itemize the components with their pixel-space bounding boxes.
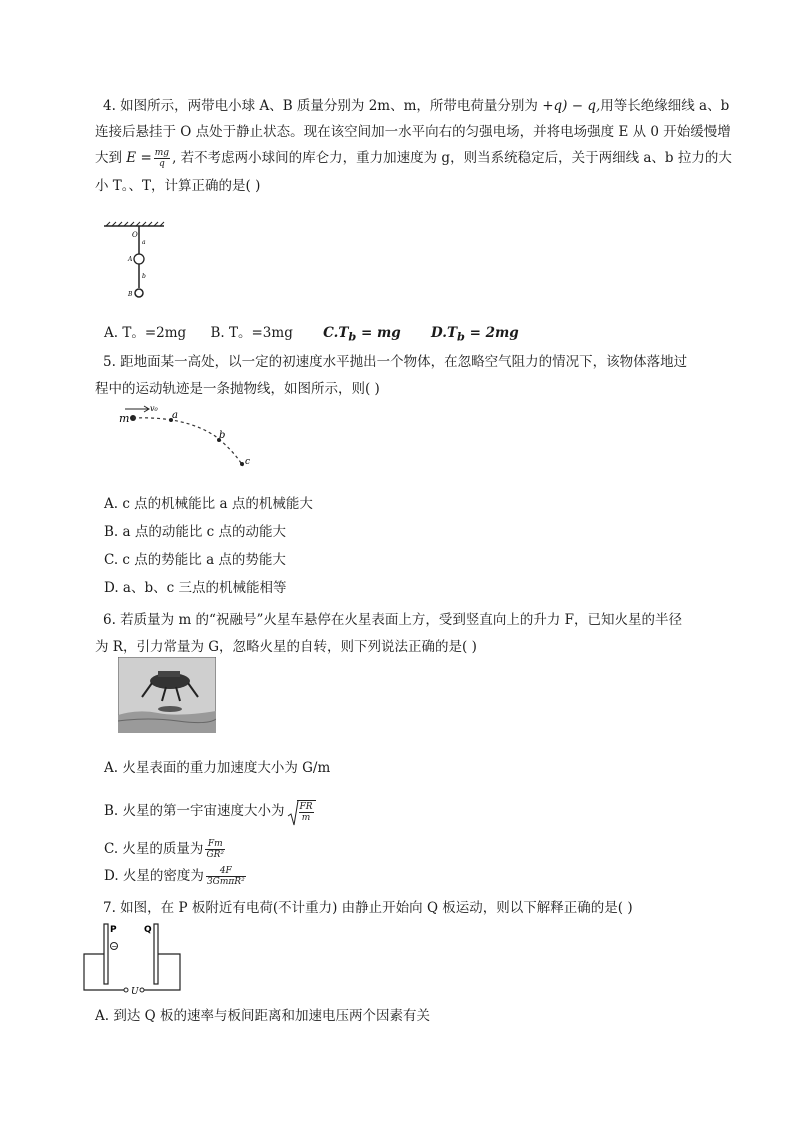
q5-option-b: B. a 点的动能比 c 点的动能大	[104, 524, 286, 540]
q7-option-a: A. 到达 Q 板的速率与板间距离和加速电压两个因素有关	[95, 1008, 430, 1024]
ball-a	[134, 254, 144, 264]
q5-line-2: 程中的运动轨迹是一条抛物线，如图所示，则( )	[95, 381, 380, 397]
q5-option-d: D. a、b、c 三点的机械能相等	[104, 580, 287, 596]
q4-line-3: 大到 E = $\frac{mg}{q}$ , 若不考虑两小球间的库仑力，重力加速度为 g，则当系统稳定后，关于两细线 a、b 拉力的大	[95, 148, 732, 169]
q6-option-c: C. 火星的质量为 $\frac{Fm}{\text{GR²}}$	[104, 839, 225, 860]
mars-rover-photo	[118, 657, 216, 733]
q5-trajectory-figure	[115, 398, 265, 473]
label-b: b	[142, 273, 146, 280]
label-O: O	[132, 231, 138, 239]
q4-charges: +q) − q,	[542, 98, 601, 114]
q7-line-1: 7. 如图，在 P 板附近有电荷(不计重力) 由静止开始向 Q 板运动，则以下解释正确的是( )	[103, 900, 633, 916]
charge-minus: −	[111, 942, 118, 951]
q4-option-b: B. T。=3mg	[210, 325, 293, 341]
q6-option-a: A. 火星表面的重力加速度大小为 G/m	[104, 760, 331, 776]
q4-option-c: $C.T_b$ = mg	[323, 325, 401, 344]
label-P: P	[110, 925, 117, 935]
q4-line-2: 连接后悬挂于 O 点处于静止状态。现在该空间加一水平向右的匀强电场，并将电场强度 E 从 0 开始缓慢增	[95, 124, 731, 140]
q7-capacitor-figure	[80, 918, 190, 996]
q4-options	[104, 323, 519, 347]
q6-option-b: B. 火星的第一宇宙速度大小为 $\frac{FR}{m}$	[104, 800, 316, 830]
q5-option-a: A. c 点的机械能比 a 点的机械能大	[104, 496, 313, 512]
ball-b	[135, 289, 143, 297]
q4-option-a: A. T。=2mg	[104, 325, 187, 341]
label-a: a	[172, 410, 178, 421]
label-A: A	[128, 256, 133, 263]
label-c: c	[245, 457, 251, 467]
q4-line-1: 4. 如图所示，两带电小球 A、B 质量分别为 2m、m，所带电荷量分别为 +q) − q,用等长绝缘细线 a、b	[103, 98, 730, 114]
q5-option-c: C. c 点的势能比 a 点的势能大	[104, 552, 286, 568]
q6-option-d: D. 火星的密度为 $\frac{4F}{\text{3GmπR²}}$	[104, 866, 245, 887]
q4-line-4: 小 T。、T，计算正确的是( )	[95, 178, 261, 194]
label-Q: Q	[144, 925, 152, 935]
q5-line-1: 5. 距地面某一高处，以一定的初速度水平抛出一个物体，在忽略空气阻力的情况下，该物体落地过	[103, 354, 688, 370]
label-B: B	[128, 291, 133, 298]
q4-field-fraction: $\frac{mg}{q}$	[154, 148, 170, 169]
q6-line-1: 6. 若质量为 m 的“祝融号”火星车悬停在火星表面上方，受到竖直向上的升力 F，已知火星的半径	[103, 612, 683, 628]
label-a: a	[142, 239, 146, 246]
label-v0: v₀	[150, 404, 158, 413]
label-m: m	[119, 412, 130, 425]
q4-option-d: $D.T_b = 2mg$	[431, 325, 519, 344]
q4-pendulum-figure	[100, 222, 170, 304]
label-U: U	[131, 987, 139, 997]
q6-line-2: 为 R，引力常量为 G，忽略火星的自转，则下列说法正确的是( )	[95, 639, 477, 655]
label-b: b	[219, 430, 226, 441]
sqrt-expression: $\frac{FR}{m}$	[287, 800, 316, 823]
